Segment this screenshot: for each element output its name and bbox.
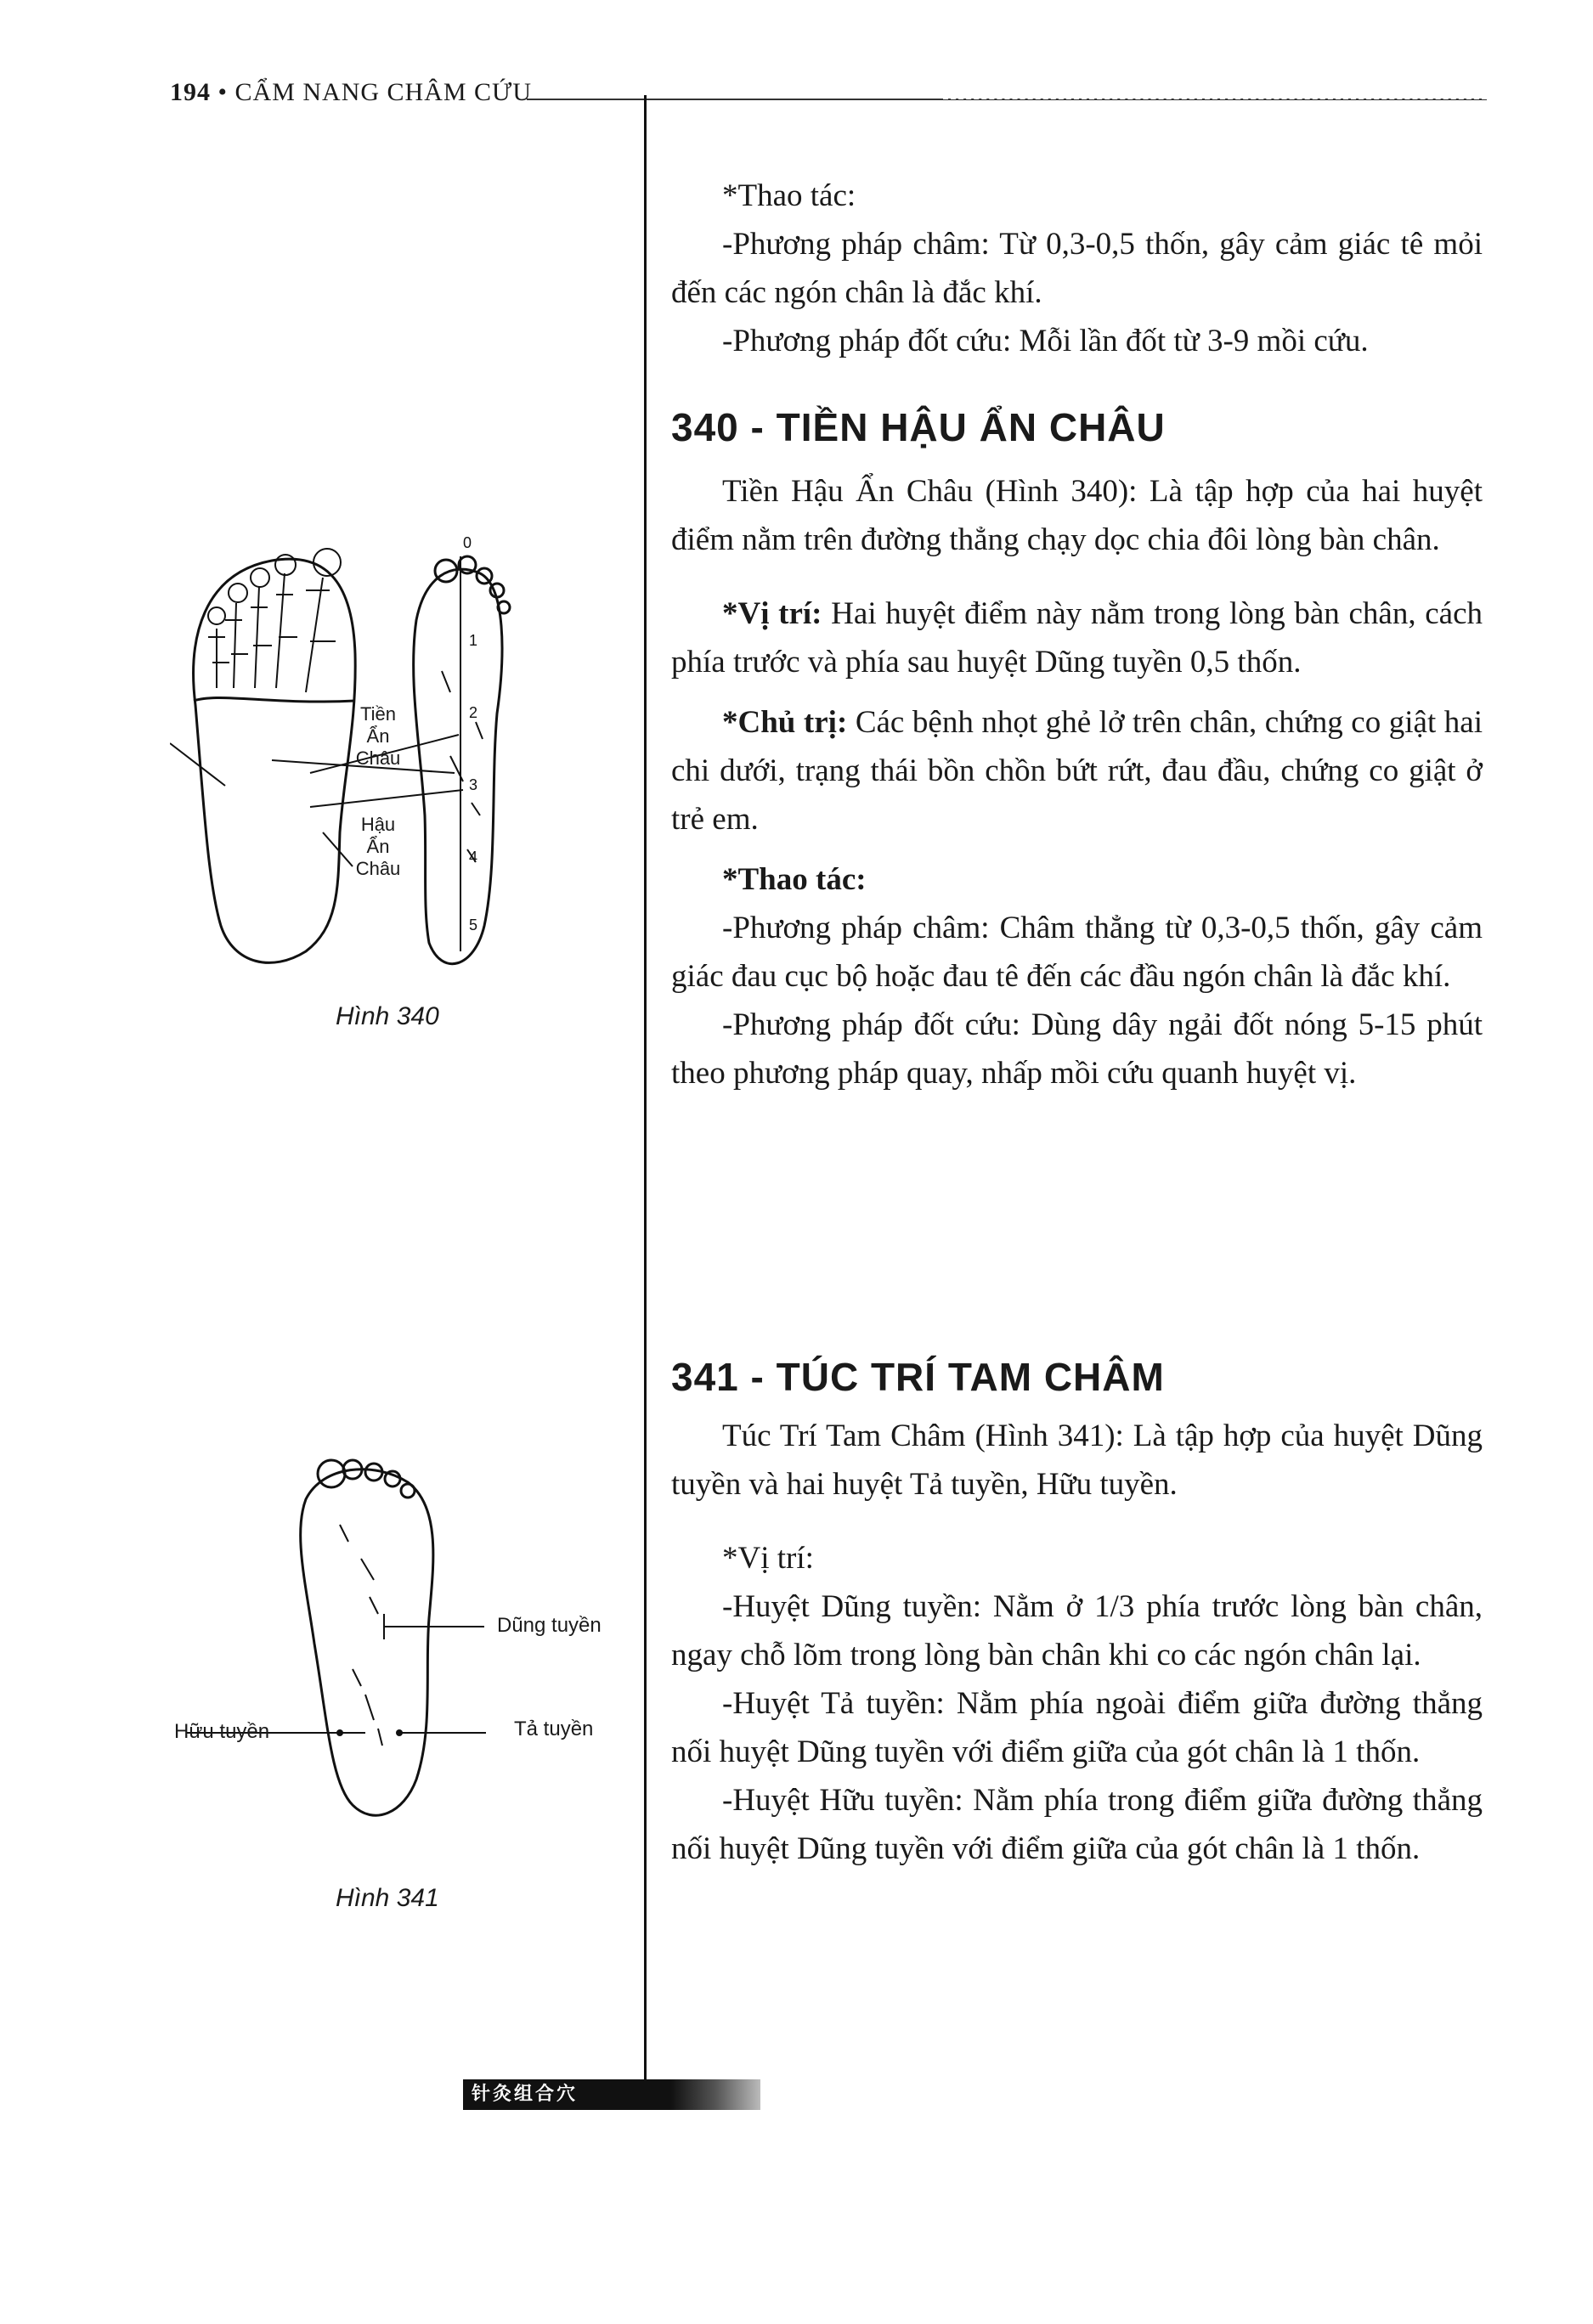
section-340 (671, 399, 1483, 1097)
figure-341-caption: Hình 341 (336, 1884, 439, 1912)
top-block (671, 172, 1483, 365)
bullet: • (217, 78, 235, 106)
vitri-text: Hai huyệt điểm này nằm trong lòng bàn chân, cách phía trước và phía sau huyệt Dũng tuyền 0,5 thốn. (671, 596, 1483, 680)
section-341-p1: -Huyệt Dũng tuyền: Nằm ở 1/3 phía trước lòng bàn chân, ngay chỗ lõm trong lòng bàn chân khi co các ngón chân lại. (671, 1589, 1483, 1672)
label-ta-tuyen: Tả tuyền (514, 1718, 594, 1740)
figure-340-caption: Hình 340 (336, 1002, 439, 1030)
section-340-chutri (671, 698, 1483, 843)
top-line-2: -Phương pháp đốt cứu: Mỗi lần đốt từ 3-9 mồi cứu. (722, 324, 1369, 358)
section-341-title: 341 - TÚC TRÍ TAM CHÂM (671, 1355, 1165, 1399)
section-340-vitri (671, 589, 1483, 686)
figure-341-drawing (170, 1448, 629, 1873)
scale-0: 0 (463, 534, 472, 551)
label-dung-tuyen: Dũng tuyền (497, 1614, 602, 1637)
section-340-t1: -Phương pháp châm: Châm thẳng từ 0,3-0,5 thốn, gây cảm giác đau cục bộ hoặc đau tê đến các đầu ngón chân là đắc khí. (671, 911, 1483, 994)
running-header (170, 78, 1495, 112)
label-tien-1: Tiền (360, 703, 396, 725)
scale-4: 4 (469, 849, 478, 866)
section-341-p3: -Huyệt Hữu tuyền: Nằm phía trong điểm giữa đường thẳng nối huyệt Dũng tuyền với điểm giữa của gót chân là 1 thốn. (671, 1783, 1483, 1866)
top-heading: *Thao tác: (722, 178, 856, 213)
scale-3: 3 (469, 776, 478, 793)
label-hau-1: Hậu (360, 814, 396, 835)
scale-5: 5 (469, 917, 478, 934)
footer-band: 针灸组合穴 (463, 2079, 760, 2110)
chutri-text: Các bệnh nhọt ghẻ lở trên chân, chứng co giật hai chi dưới, trạng thái bồn chồn bứt rứt, đau đầu, chứng co giật ở trẻ em. (671, 705, 1483, 837)
section-341-vitri: *Vị trí: (722, 1541, 814, 1576)
column-divider (644, 95, 647, 2100)
label-huu-tuyen: Hữu tuyền (174, 1720, 270, 1743)
label-tien-3: Châu (355, 747, 401, 769)
label-tien-an-chau (344, 703, 412, 770)
book-title: CẨM NANG CHÂM CỨU (234, 78, 532, 106)
label-tien-2: Ẩn (366, 725, 390, 747)
chutri-label: *Chủ trị: (722, 705, 848, 740)
section-340-intro: Tiền Hậu Ẩn Châu (Hình 340): Là tập hợp của hai huyệt điểm nằm trên đường thẳng chạy dọc chia đôi lòng bàn chân. (671, 474, 1483, 557)
vitri-label: *Vị trí: (722, 596, 822, 631)
scale-1: 1 (469, 632, 478, 649)
section-340-title: 340 - TIỀN HẬU ẨN CHÂU (671, 405, 1166, 449)
section-341-p2: -Huyệt Tả tuyền: Nằm phía ngoài điểm giữa đường thẳng nối huyệt Dũng tuyền với điểm giữa của gót chân là 1 thốn. (671, 1686, 1483, 1769)
label-hau-3: Châu (355, 858, 401, 879)
section-341 (671, 1349, 1483, 1873)
header-rule-break (943, 97, 1487, 99)
top-line-1: -Phương pháp châm: Từ 0,3-0,5 thốn, gây cảm giác tê mỏi đến các ngón chân là đắc khí. (671, 227, 1483, 310)
section-340-t2: -Phương pháp đốt cứu: Dùng dây ngải đốt nóng 5-15 phút theo phương pháp quay, nhấp mồi cứu quanh huyệt vị. (671, 1007, 1483, 1091)
section-341-intro: Túc Trí Tam Châm (Hình 341): Là tập hợp của huyệt Dũng tuyền và hai huyệt Tả tuyền, Hữu tuyền. (671, 1419, 1483, 1502)
label-hau-2: Ẩn (366, 836, 390, 857)
section-340-thaotac: *Thao tác: (722, 862, 867, 897)
page-number: 194 (170, 78, 211, 106)
scale-2: 2 (469, 704, 478, 721)
label-hau-an-chau (344, 814, 412, 880)
